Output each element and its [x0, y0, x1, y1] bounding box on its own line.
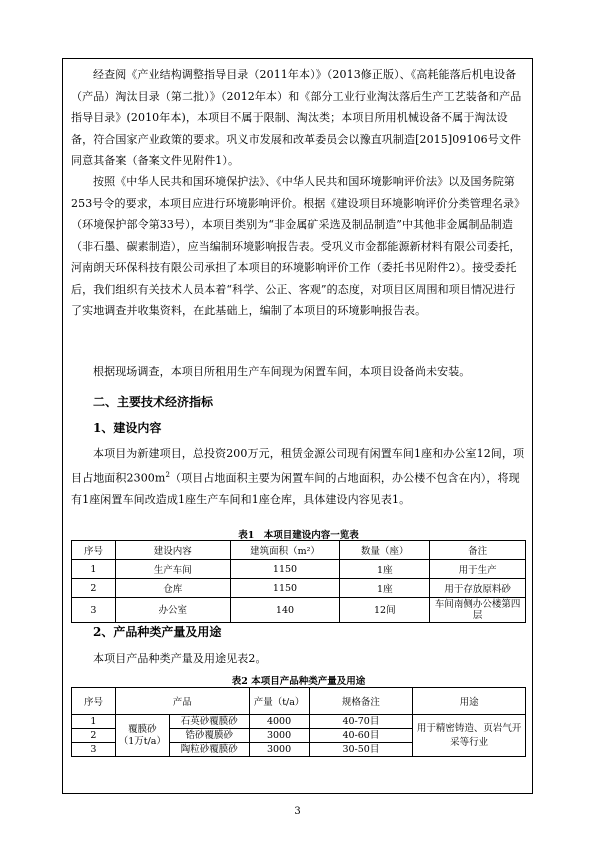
- table-header-cell: 建设内容: [115, 541, 230, 560]
- table-cell: 车间南侧办公楼第四层: [430, 598, 526, 623]
- table-cell: 生产车间: [115, 560, 230, 579]
- construction-table: [71, 540, 526, 623]
- table-cell: 用于存放原料砂: [430, 579, 526, 598]
- table-cell: 陶粒砂覆膜砂: [169, 743, 249, 757]
- table-cell: 40-60目: [309, 729, 413, 743]
- paragraph-site-survey: 根据现场调查，本项目所租用生产车间现为闲置车间，本项目设备尚未安装。: [93, 365, 471, 378]
- table-cell: 1150: [230, 579, 340, 598]
- table-cell: 1座: [340, 560, 430, 579]
- table-header-row: [72, 541, 526, 560]
- table-cell: 3000: [249, 743, 309, 757]
- document-frame: [62, 58, 533, 794]
- table-header-cell: 数量（座）: [340, 541, 430, 560]
- table-header-cell: 备注: [430, 541, 526, 560]
- table-cell: 4000: [249, 715, 309, 729]
- paragraph-eia-basis: 按照《中华人民共和国环境保护法》、《中华人民共和国环境影响评价法》以及国务院第253号令的要求，本项目应进行环境影响评价。根据《建设项目环境影响评价分类管理名录》（环境保护部令第33号），本项目类别为“非金属矿采选及制品制造”中其他非金属制品制造（非石墨、碳素制造），应当编制环境影响报告表。受巩义市金都能源新材料有限公司委托，河南朗天环保科技有限公司承担了本项目的环境影响评价工作（委托书见附件2）。接受委托后，我们组织有关技术人员本着“科学、公正、客观”的态度，对项目区周围和项目情况进行了实地调查并收集资料，在此基础上，编制了本项目的环境影响报告表。: [71, 175, 526, 317]
- table-header-cell: 规格备注: [309, 688, 413, 715]
- product-group-cell: 覆膜砂 （1万t/a）: [115, 715, 169, 757]
- paragraph-construction-content: 本项目为新建项目，总投资200万元，租赁金源公司现有闲置车间1座和办公室12间，项目占地面积$2300m^2$（项目占地面积主要为闲置车间的占地面积，办公楼不包含在内），将现有1座闲置车间改造成1座生产车间和1座仓库，具体建设内容见表1。: [71, 447, 525, 506]
- paragraph-industry-policy: 经查阅《产业结构调整指导目录（2011年本）》（2013修正版）、《高耗能落后机电设备（产品）淘汰目录（第二批）》（2012年本）和《部分工业行业淘汰落后生产工艺装备和产品指导目录》(2010年本)，本项目不属于限制、淘汰类；本项目所用机械设备不属于淘汰设备，符合国家产业政策的要求。巩义市发展和改革委员会以豫直巩制造[2015]09106号文件同意其备案（备案文件见附件1）。: [71, 68, 522, 167]
- table-cell: 2: [72, 729, 116, 743]
- table-row: [72, 715, 526, 729]
- table1-caption: 表1 本项目建设内容一览表: [238, 530, 359, 541]
- page-number: 3: [294, 806, 301, 817]
- products-table: [71, 687, 526, 757]
- table-cell: 12间: [340, 598, 430, 623]
- table-header-row: [72, 688, 526, 715]
- table2-caption: 表2 本项目产品种类产量及用途: [231, 676, 366, 687]
- table-header-cell: 建筑面积（m²）: [230, 541, 340, 560]
- table-row: [72, 579, 526, 598]
- paragraph-products-intro: 本项目产品种类产量及用途见表2。: [93, 652, 267, 665]
- table-row: [72, 560, 526, 579]
- table-cell: 石英砂覆膜砂: [169, 715, 249, 729]
- table-cell: 140: [230, 598, 340, 623]
- table-cell: 40-70目: [309, 715, 413, 729]
- product-use-cell: 用于精密铸造、页岩气开采等行业: [413, 715, 526, 757]
- table-cell: 1150: [230, 560, 340, 579]
- table-header-cell: 产量（t/a）: [249, 688, 309, 715]
- table-header-cell: 序号: [72, 541, 116, 560]
- table-cell: 用于生产: [430, 560, 526, 579]
- table-header-cell: 序号: [72, 688, 116, 715]
- table-header-cell: 产品: [115, 688, 249, 715]
- table-cell: 30-50目: [309, 743, 413, 757]
- table-cell: 办公室: [115, 598, 230, 623]
- subsection-heading-construction: 1、建设内容: [93, 421, 162, 435]
- table-cell: 3000: [249, 729, 309, 743]
- table-cell: 1: [72, 560, 116, 579]
- table-cell: 2: [72, 579, 116, 598]
- table-cell: 3: [72, 743, 116, 757]
- table-header-cell: 用途: [413, 688, 526, 715]
- subsection-heading-products: 2、产品种类产量及用途: [93, 625, 222, 639]
- section-heading-indicators: 二、主要技术经济指标: [93, 395, 214, 409]
- table-cell: 仓库: [115, 579, 230, 598]
- table-cell: 3: [72, 598, 116, 623]
- table-cell: 锆砂覆膜砂: [169, 729, 249, 743]
- table-row: [72, 598, 526, 623]
- table-cell: 1: [72, 715, 116, 729]
- table-cell: 1座: [340, 579, 430, 598]
